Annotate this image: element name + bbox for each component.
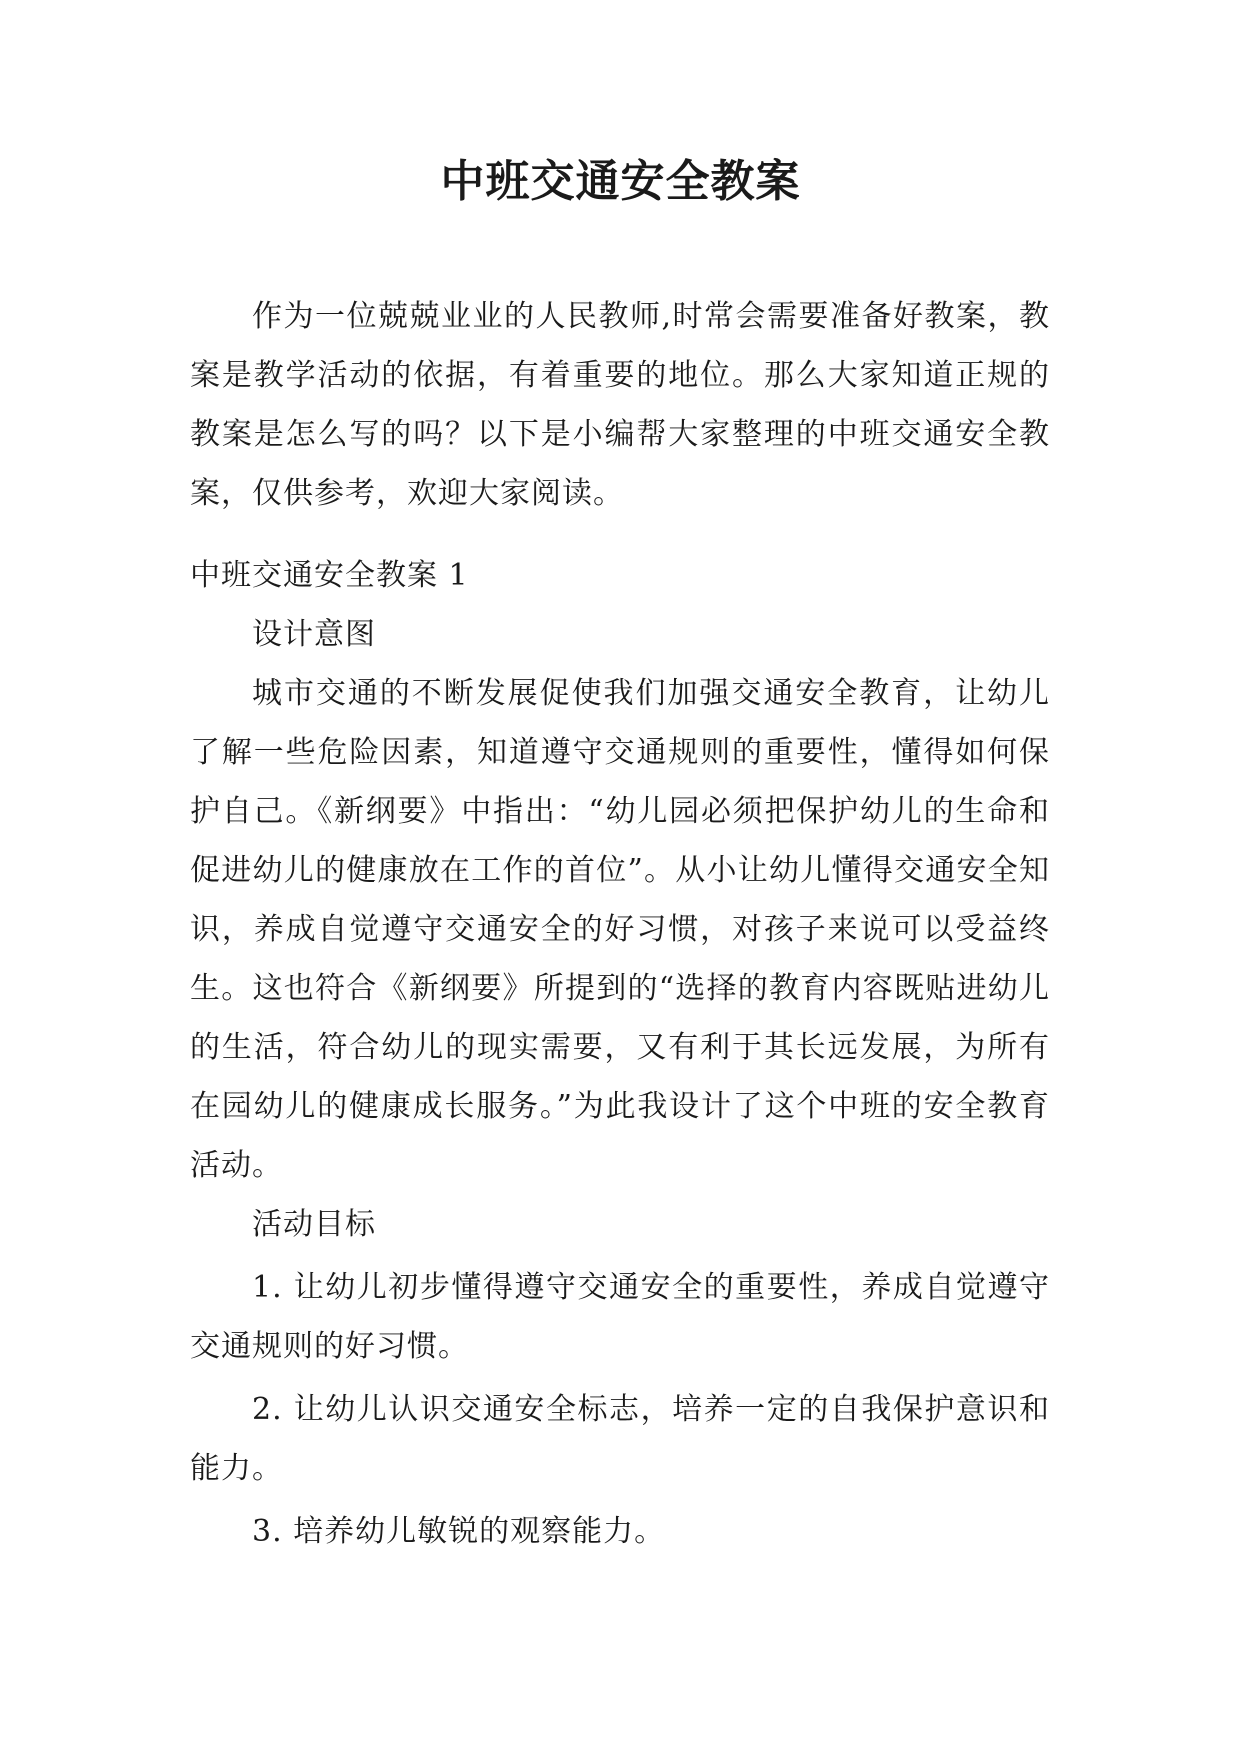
intro-paragraph: 作为一位兢兢业业的人民教师,时常会需要准备好教案，教案是教学活动的依据，有着重要的地位。那么大家知道正规的教案是怎么写的吗？以下是小编帮大家整理的中班交通安全教案，仅供参考，欢迎大家阅读。	[190, 299, 1050, 511]
design-paragraph: 城市交通的不断发展促使我们加强交通安全教育，让幼儿了解一些危险因素，知道遵守交通规则的重要性，懂得如何保护自己。《新纲要》中指出：“幼儿园必须把保护幼儿的生命和促进幼儿的健康放在工作的首位”。从小让幼儿懂得交通安全知识，养成自觉遵守交通安全的好习惯，对孩子来说可以受益终生。这也符合《新纲要》所提到的“选择的教育内容既贴进幼儿的生活，符合幼儿的现实需要，又有利于其长远发展，为所有在园幼儿的健康成长服务。”为此我设计了这个中班的安全教育活动。	[190, 676, 1050, 1183]
design-heading: 设计意图	[252, 617, 376, 652]
goals-heading: 活动目标	[252, 1207, 376, 1242]
document-body	[190, 287, 1050, 1561]
section-heading: 中班交通安全教案 1	[190, 558, 469, 593]
goal-item-1: 1. 让幼儿初步懂得遵守交通安全的重要性，养成自觉遵守交通规则的好习惯。	[190, 1270, 1050, 1364]
goal-item-3: 3. 培养幼儿敏锐的观察能力。	[252, 1514, 666, 1549]
goal-item-2: 2. 让幼儿认识交通安全标志，培养一定的自我保护意识和能力。	[190, 1392, 1050, 1486]
document-title: 中班交通安全教案	[440, 156, 801, 207]
